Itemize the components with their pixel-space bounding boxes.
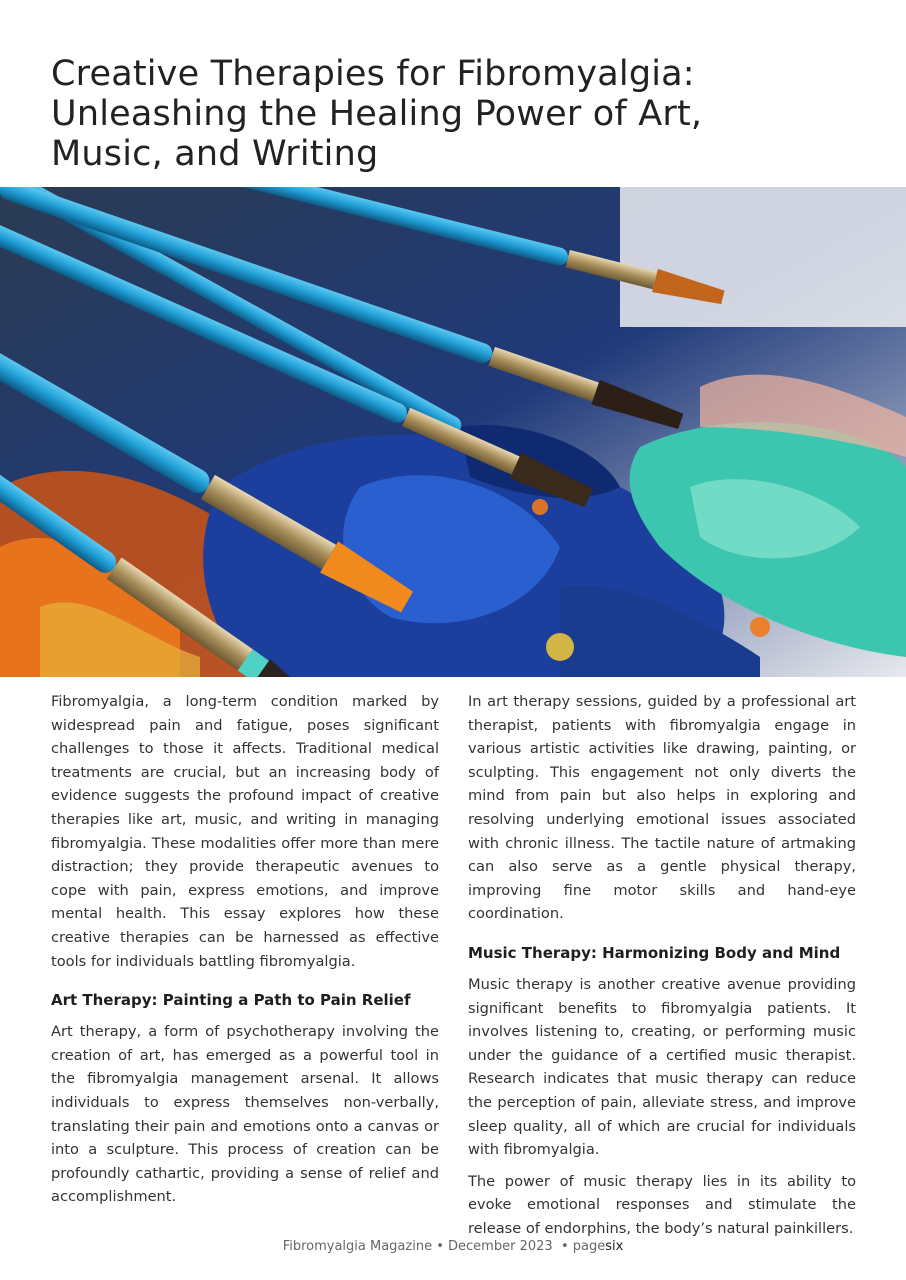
footer-page-number: six bbox=[605, 1239, 624, 1254]
art-therapy-heading: Art Therapy: Painting a Path to Pain Relief bbox=[51, 991, 411, 1010]
paintbrushes-illustration bbox=[0, 187, 906, 677]
art-therapy-paragraph-2: In art therapy sessions, guided by a professional art therapist, patients with fibromyalgia engage in various artistic activities like drawing, painting, or sculpting. This engagement not only diverts the mind from pain but also helps in exploring and resolving underlying emotional issues associated with chronic illness. The tactile nature of artmaking can also serve as a gentle physical therapy, improving fine motor skills and hand-eye coordination. bbox=[468, 693, 856, 923]
left-column bbox=[51, 690, 439, 1217]
footer-separator: • bbox=[436, 1239, 449, 1254]
footer-page-prefix: page bbox=[572, 1239, 606, 1254]
music-therapy-paragraph-1: Music therapy is another creative avenue providing significant benefits to fibromyalgia patients. It involves listening to, creating, or performing music under the guidance of a certified music therapist. Research indicates that music therapy can reduce the perception of pain, alleviate stress, and improve sleep quality, all of which are crucial for individuals with fibromyalgia. bbox=[468, 975, 856, 1159]
title-line-2: Unleashing the Healing Power of Art, bbox=[51, 94, 703, 134]
music-therapy-heading: Music Therapy: Harmonizing Body and Mind bbox=[468, 943, 841, 962]
article-title bbox=[51, 54, 751, 174]
intro-paragraph: Fibromyalgia, a long-term condition marked by widespread pain and fatigue, poses significant challenges to those it affects. Traditional medical treatments are crucial, but an increasing body of evidence suggests the profound impact of creative therapies like art, music, and writing in managing fibromyalgia. These modalities offer more than mere distraction; they provide therapeutic avenues to cope with pain, express emotions, and improve mental health. This essay explores how these creative therapies can be harnessed as effective tools for individuals battling fibromyalgia. bbox=[51, 693, 439, 970]
art-therapy-paragraph-1: Art therapy, a form of psychotherapy involving the creation of art, has emerged as a powerful tool in the fibromyalgia management arsenal. It allows individuals to express themselves non-verbally, translating their pain and emotions onto a canvas or into a sculpture. This process of creation can be profoundly cathartic, providing a sense of relief and accomplishment. bbox=[51, 1023, 439, 1206]
footer-publication: Fibromyalgia Magazine bbox=[282, 1239, 433, 1254]
footer-separator: • bbox=[556, 1239, 573, 1254]
page-footer bbox=[0, 1239, 906, 1254]
footer-date: December 2023 bbox=[448, 1239, 553, 1254]
title-line-1: Creative Therapies for Fibromyalgia: bbox=[51, 54, 695, 94]
right-column bbox=[468, 690, 856, 1248]
music-therapy-paragraph-2: The power of music therapy lies in its ability to evoke emotional responses and stimulate the release of endorphins, the body’s natural painkillers. bbox=[468, 1172, 856, 1237]
title-line-3: Music, and Writing bbox=[51, 134, 379, 174]
hero-image-paintbrushes bbox=[0, 187, 906, 677]
